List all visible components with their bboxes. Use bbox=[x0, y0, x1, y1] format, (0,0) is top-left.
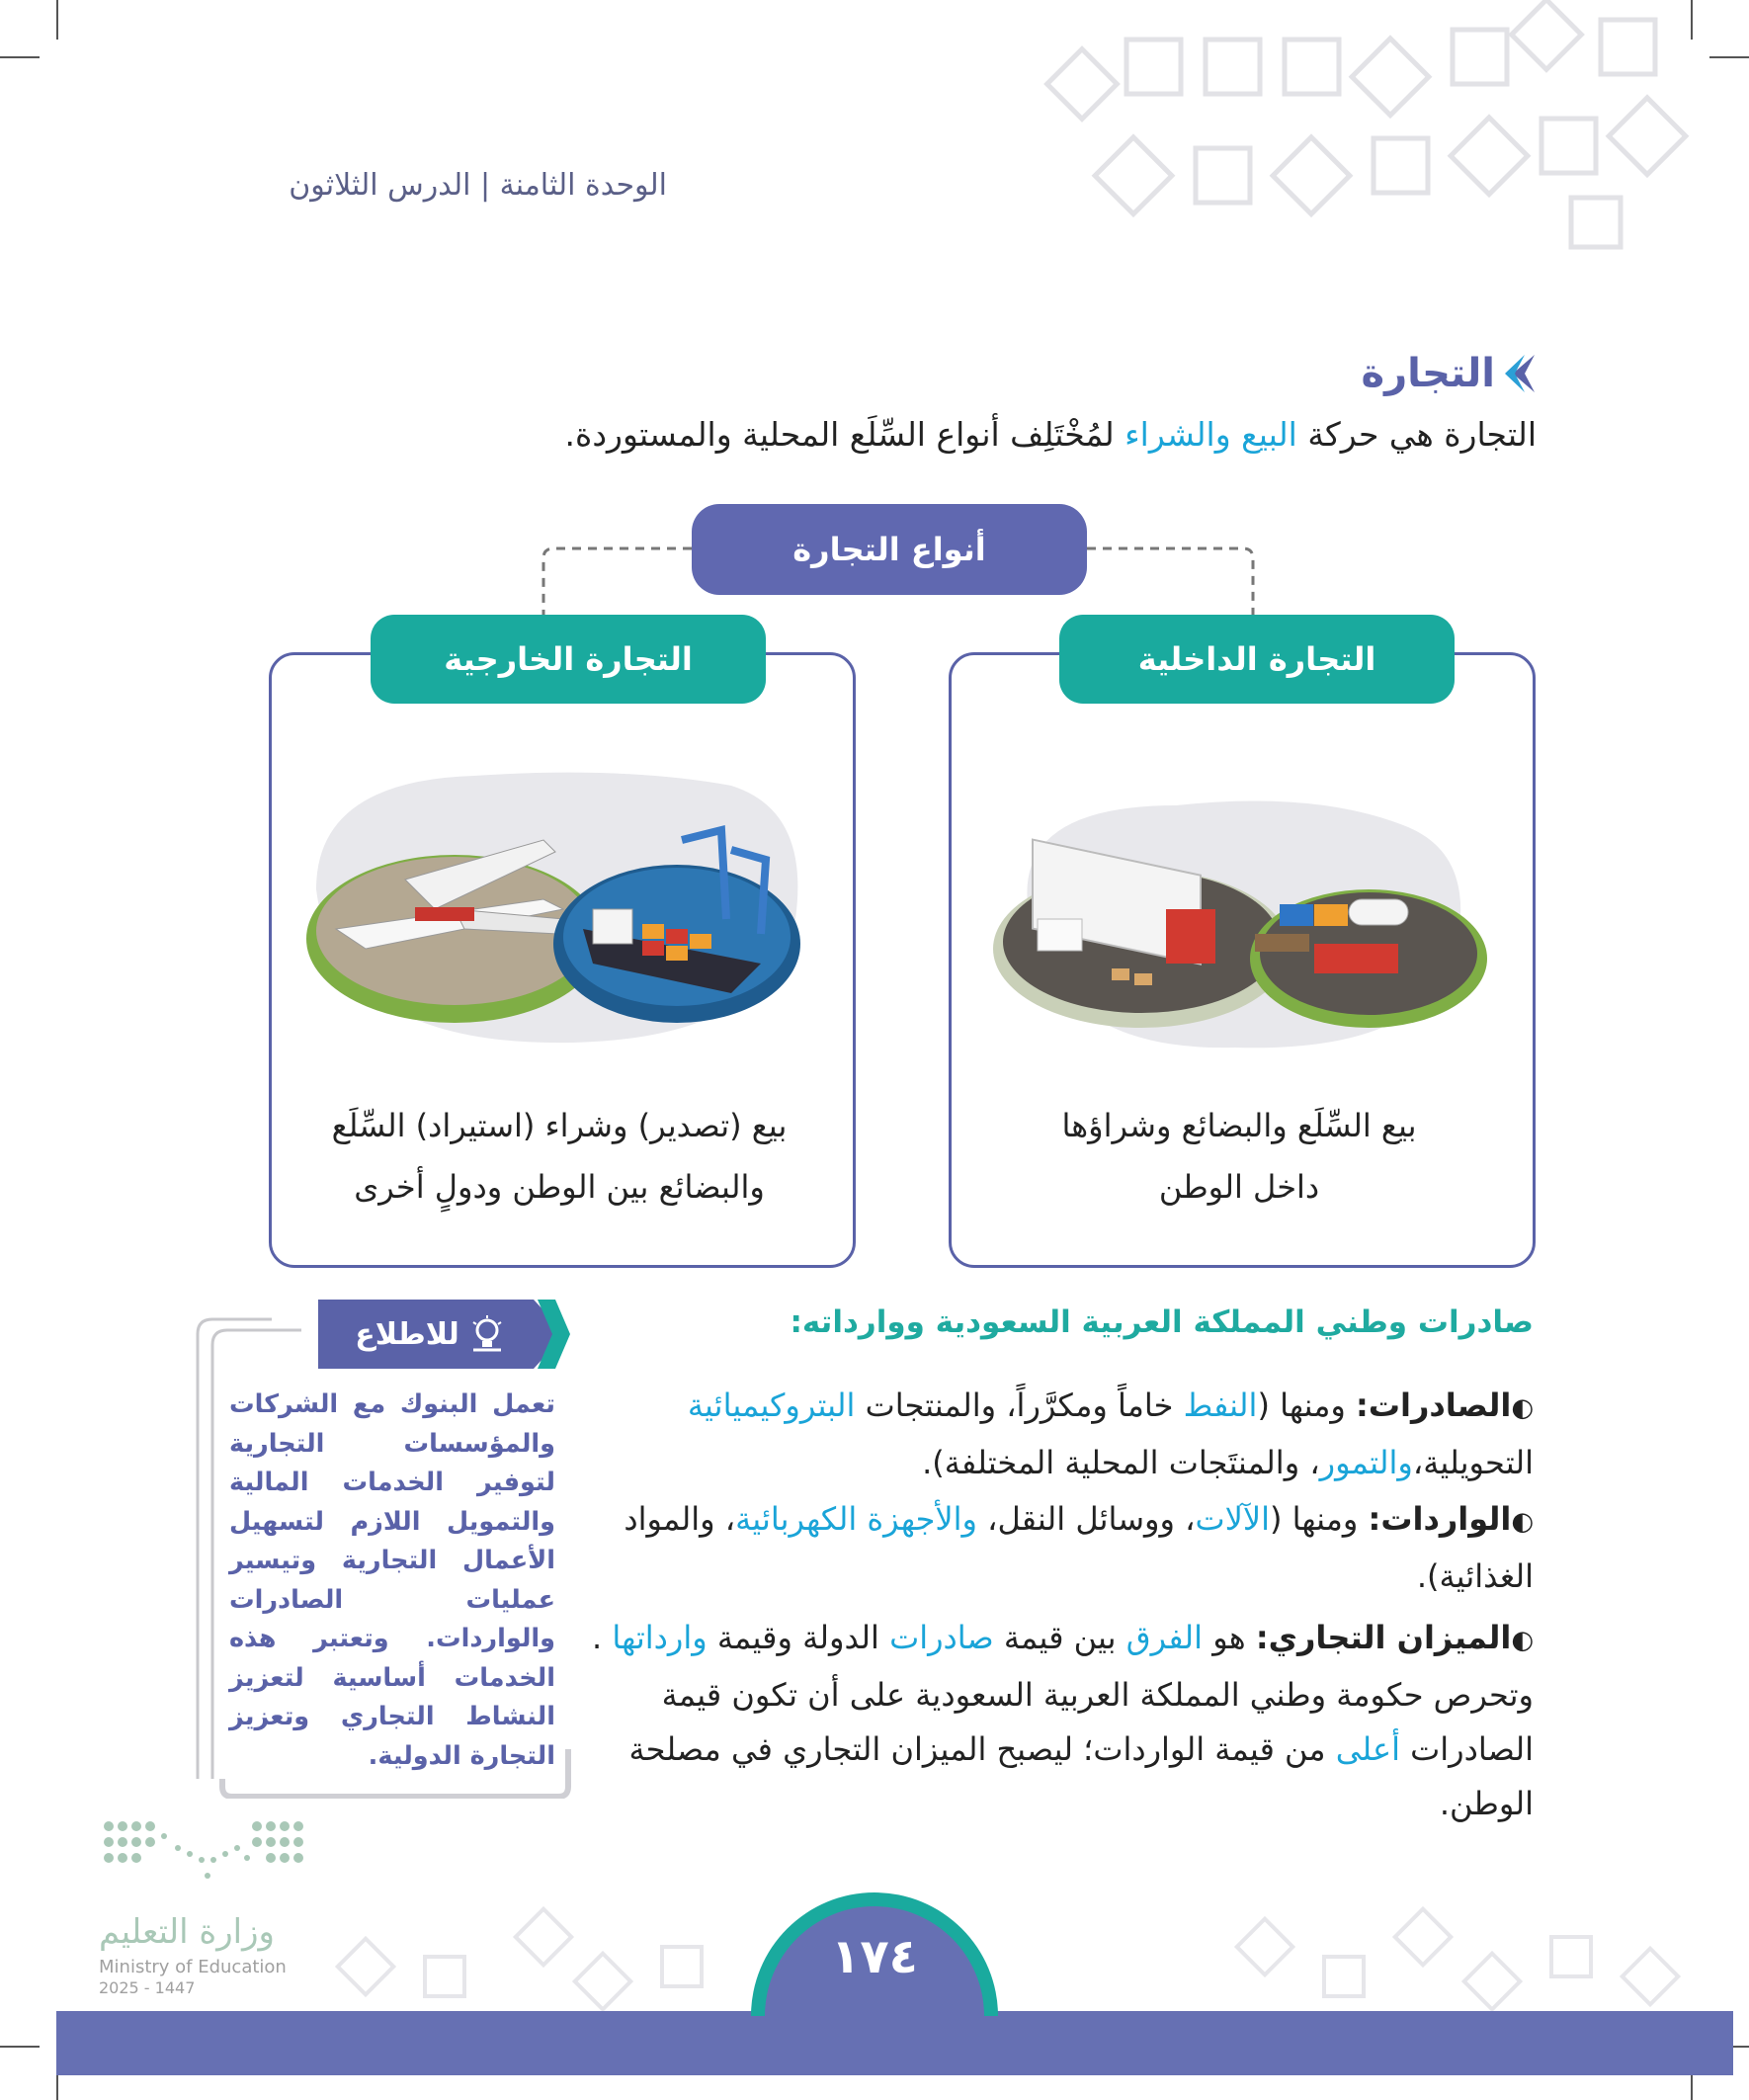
ministry-name-en: Ministry of Education bbox=[99, 1957, 287, 1977]
definition-text bbox=[565, 415, 1537, 454]
internal-trade-illustration bbox=[988, 786, 1502, 1062]
internal-trade-title: التجارة الداخلية bbox=[1137, 640, 1376, 678]
exports-text: خاماً ومكرَّراً، والمنتجات bbox=[855, 1386, 1184, 1424]
balance-text: الدولة وقيمة bbox=[707, 1619, 890, 1656]
crop-mark bbox=[0, 56, 40, 58]
info-label-text: للاطلاع bbox=[355, 1316, 459, 1352]
imports-label: الواردات: bbox=[1368, 1500, 1512, 1538]
imports-text: ، والمواد bbox=[624, 1500, 736, 1538]
imports-highlight: والأجهزة الكهربائية bbox=[735, 1500, 977, 1538]
exports-imports-title: صادرات وطني المملكة العربية السعودية ووارداته: bbox=[790, 1304, 1534, 1340]
trade-types-label: أنواع التجارة bbox=[792, 531, 986, 568]
decorative-pattern bbox=[1028, 0, 1719, 267]
lightbulb-icon bbox=[469, 1314, 505, 1354]
exports-highlight: والتمور bbox=[1319, 1444, 1413, 1481]
info-label-tag bbox=[318, 1300, 570, 1369]
internal-trade-line1: بيع السِّلَع والبضائع وشراؤها bbox=[1061, 1107, 1417, 1144]
imports-line2: الغذائية). bbox=[1416, 1557, 1534, 1595]
internal-trade-pill bbox=[1059, 615, 1455, 704]
section-title-text: التجارة bbox=[1361, 351, 1495, 396]
footer-band bbox=[56, 2011, 1733, 2075]
internal-trade-description bbox=[963, 1095, 1515, 1218]
half-circle-bullet-icon: ◐ bbox=[1511, 1626, 1534, 1655]
imports-highlight: الآلات bbox=[1195, 1500, 1270, 1538]
balance-highlight: الفرق bbox=[1125, 1619, 1204, 1656]
external-trade-line1: بيع (تصدير) وشراء (استيراد) السِّلَع bbox=[331, 1107, 788, 1144]
ministry-logo-icon bbox=[99, 1816, 316, 1895]
balance-text: بين قيمة bbox=[993, 1619, 1126, 1656]
footer-decorative-pattern bbox=[326, 1888, 1709, 2011]
balance-text: من قيمة الواردات؛ ليصبح الميزان التجاري في مصلحة bbox=[628, 1730, 1336, 1768]
balance-label: الميزان التجاري: bbox=[1255, 1619, 1512, 1656]
balance-text: الصادرات bbox=[1399, 1730, 1534, 1768]
half-circle-bullet-icon: ◐ bbox=[1511, 1393, 1534, 1423]
unit-lesson-header: الوحدة الثامنة | الدرس الثلاثون bbox=[289, 168, 667, 203]
balance-highlight: صادرات bbox=[889, 1619, 994, 1656]
exports-label: الصادرات: bbox=[1356, 1386, 1512, 1424]
exports-text: التحويلية، bbox=[1412, 1444, 1534, 1481]
balance-line2: وتحرص حكومة وطني المملكة العربية السعودية على أن تكون قيمة bbox=[661, 1676, 1534, 1714]
exports-highlight: النفط bbox=[1183, 1386, 1258, 1424]
section-title bbox=[1361, 351, 1537, 396]
balance-highlight: وارداتها bbox=[612, 1619, 708, 1656]
balance-text: . bbox=[592, 1619, 613, 1656]
crop-mark bbox=[56, 0, 58, 40]
ministry-year: 2025 - 1447 bbox=[99, 1978, 196, 1997]
exports-text: ، والمنتَجات المحلية المختلفة). bbox=[922, 1444, 1320, 1481]
balance-text: هو bbox=[1203, 1619, 1256, 1656]
exports-text: ومنها ( bbox=[1257, 1386, 1357, 1424]
trade-types-pill bbox=[692, 504, 1087, 595]
info-box-text: تعمل البنوك مع الشركات والمؤسسات التجارية لتوفير الخدمات المالية والتمويل اللازم لتسهيل الأعمال التجارية وتيسير عمليات الصادرات والواردات. وتعتبر هذه الخدمات أساسية لتعزيز النشاط التجاري وتعزيز التجارة الدولية. bbox=[229, 1389, 555, 1771]
ministry-name-ar: وزارة التعليم bbox=[99, 1912, 275, 1952]
external-trade-pill bbox=[371, 615, 766, 704]
balance-highlight: أعلى bbox=[1335, 1730, 1400, 1768]
half-circle-bullet-icon: ◐ bbox=[1511, 1507, 1534, 1537]
exports-highlight: البتروكيميائية bbox=[687, 1386, 856, 1424]
external-trade-illustration bbox=[296, 761, 820, 1057]
imports-text: ، ووسائل النقل، bbox=[976, 1500, 1196, 1538]
info-tag-content bbox=[336, 1307, 524, 1361]
internal-trade-line2: داخل الوطن bbox=[1158, 1168, 1320, 1206]
definition-suffix: لمُخْتَلِف أنواع السِّلَع المحلية والمستوردة. bbox=[564, 415, 1125, 454]
imports-text: ومنها ( bbox=[1269, 1500, 1369, 1538]
balance-line4: الوطن. bbox=[1439, 1785, 1534, 1822]
definition-prefix: التجارة هي حركة bbox=[1296, 415, 1537, 454]
definition-highlight: البيع والشراء bbox=[1124, 415, 1297, 454]
external-trade-description bbox=[284, 1095, 835, 1218]
crop-mark bbox=[0, 2046, 40, 2048]
external-trade-line2: والبضائع بين الوطن ودولٍ أخرى bbox=[354, 1168, 765, 1206]
external-trade-title: التجارة الخارجية bbox=[444, 640, 693, 678]
page-number: ١٧٤ bbox=[831, 1929, 918, 1984]
chevron-left-icon bbox=[1503, 353, 1537, 394]
